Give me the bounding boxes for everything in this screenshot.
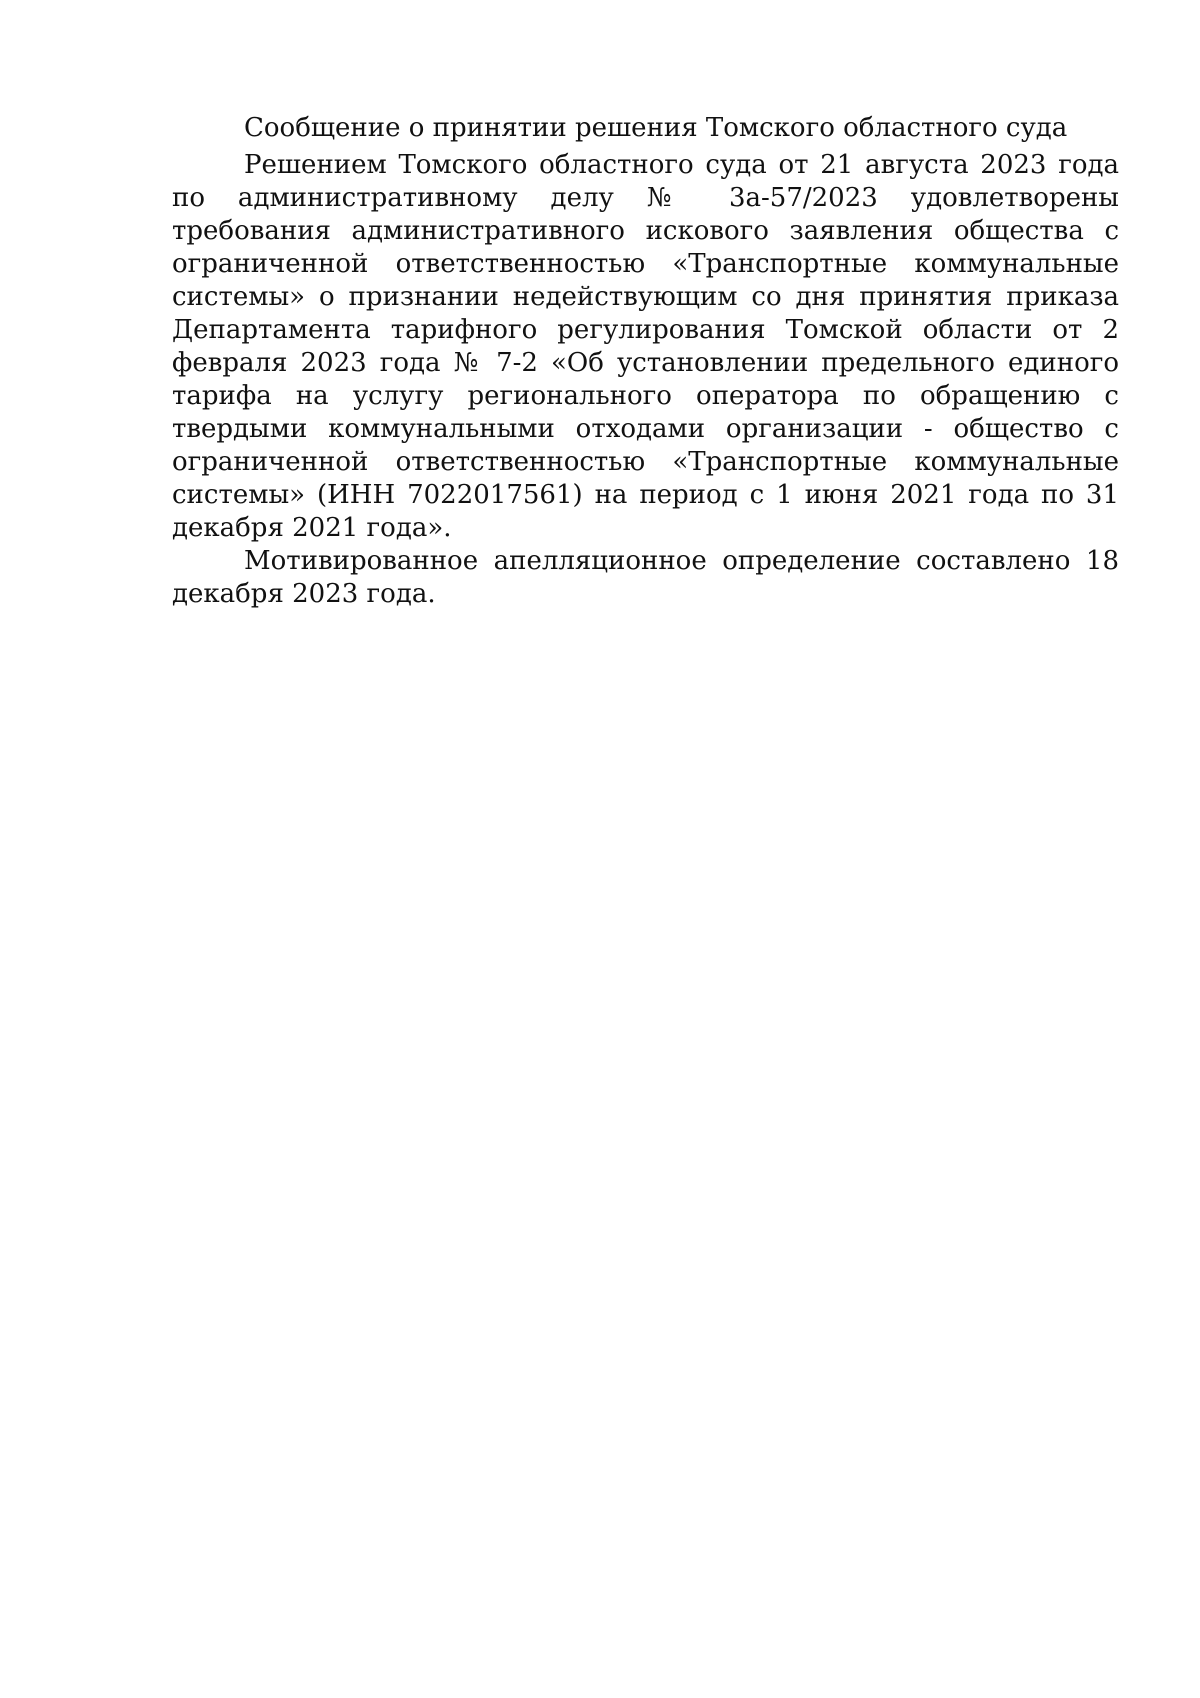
document-title: Сообщение о принятии решения Томского областного суда — [244, 113, 1068, 143]
document-body — [172, 112, 1119, 611]
appeal-paragraph: Мотивированное апелляционное определение составлено 18 декабря 2023 года. — [172, 546, 1119, 609]
decision-paragraph: Решением Томского областного суда от 21 августа 2023 года по административному делу № 3а-57/2023 удовлетворены требования административного искового заявления общества с ограниченной ответственностью «Транспортные коммунальные системы» о признании недействующим со дня принятия приказа Департамента тарифного регулирования Томской области от 2 февраля 2023 года № 7-2 «Об установлении предельного единого тарифа на услугу регионального оператора по обращению с твердыми коммунальными отходами организации - общество с ограниченной ответственностью «Транспортные коммунальные системы» (ИНН 7022017561) на период с 1 июня 2021 года по 31 декабря 2021 года». — [172, 150, 1119, 543]
